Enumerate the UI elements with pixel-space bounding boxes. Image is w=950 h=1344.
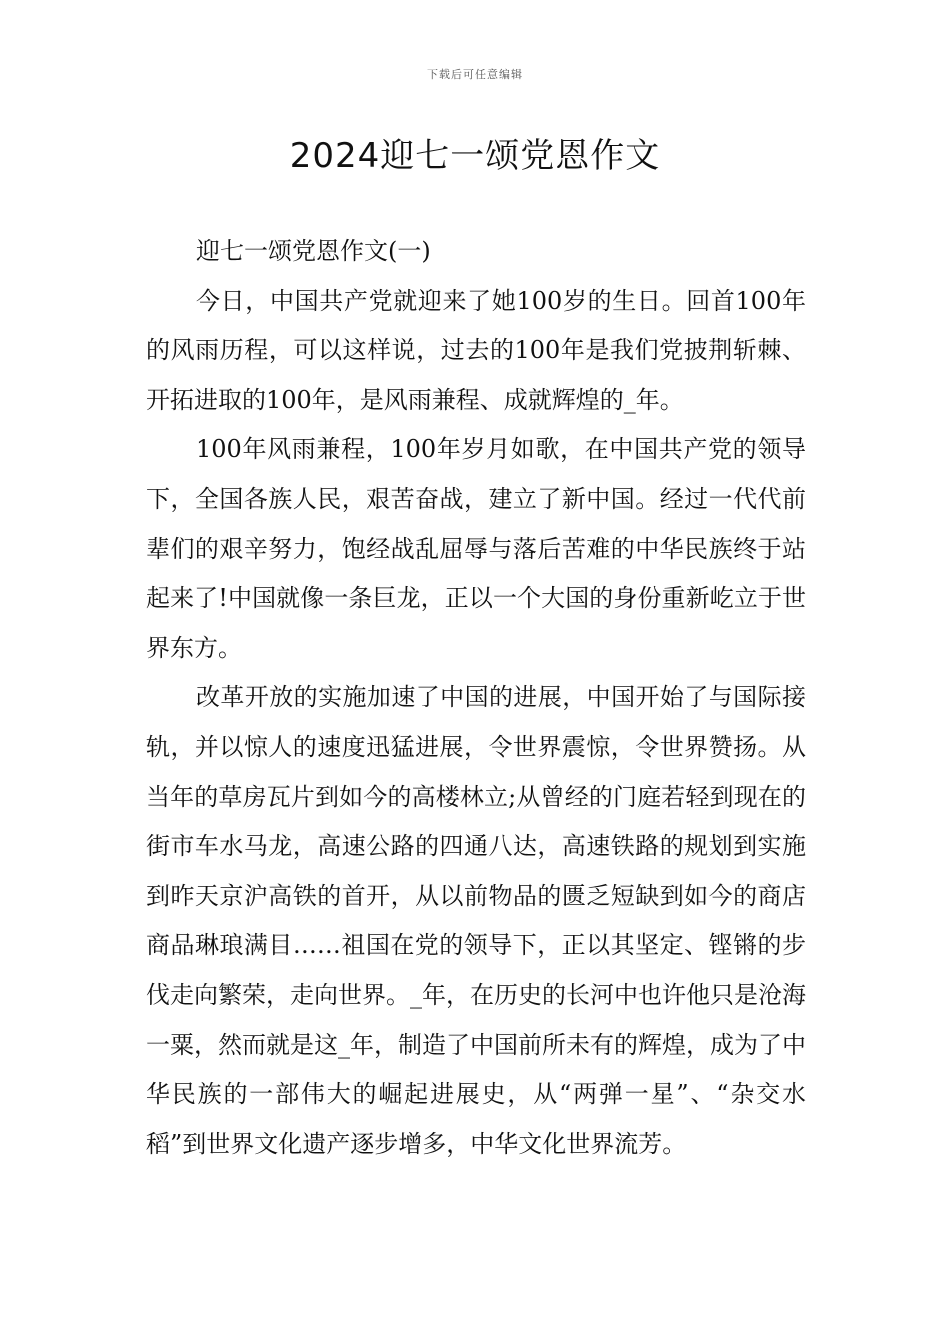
header-note: 下载后可任意编辑 bbox=[427, 68, 523, 81]
paragraph-2: 100年风雨兼程，100年岁月如歌，在中国共产党的领导下，全国各族人民，艰苦奋战，建立了新中国。经过一代代前辈们的艰辛努力，饱经战乱屈辱与落后苦难的中华民族终于站起来了!中国就像一条巨龙，正以一个大国的身份重新屹立于世界东方。 bbox=[146, 435, 806, 662]
section-heading: 迎七一颂党恩作文(一) bbox=[196, 237, 431, 265]
document-body bbox=[146, 227, 806, 1169]
paragraph-3: 改革开放的实施加速了中国的进展，中国开始了与国际接轨，并以惊人的速度迅猛进展，令世界震惊，令世界赞扬。从当年的草房瓦片到如今的高楼林立;从曾经的门庭若轻到现在的街市车水马龙，高速公路的四通八达，高速铁路的规划到实施到昨天京沪高铁的首开，从以前物品的匮乏短缺到如今的商店商品琳琅满目……祖国在党的领导下，正以其坚定、铿锵的步伐走向繁荣，走向世界。_年，在历史的长河中也许他只是沧海一粟，然而就是这_年，制造了中国前所未有的辉煌，成为了中华民族的一部伟大的崛起进展史，从“两弹一星”、“杂交水稻”到世界文化遗产逐步增多，中华文化世界流芳。 bbox=[146, 683, 806, 1158]
paragraph-1: 今日，中国共产党就迎来了她100岁的生日。回首100年的风雨历程，可以这样说，过去的100年是我们党披荆斩棘、开拓进取的100年，是风雨兼程、成就辉煌的_年。 bbox=[146, 286, 806, 414]
document-title: 2024迎七一颂党恩作文 bbox=[289, 136, 661, 176]
